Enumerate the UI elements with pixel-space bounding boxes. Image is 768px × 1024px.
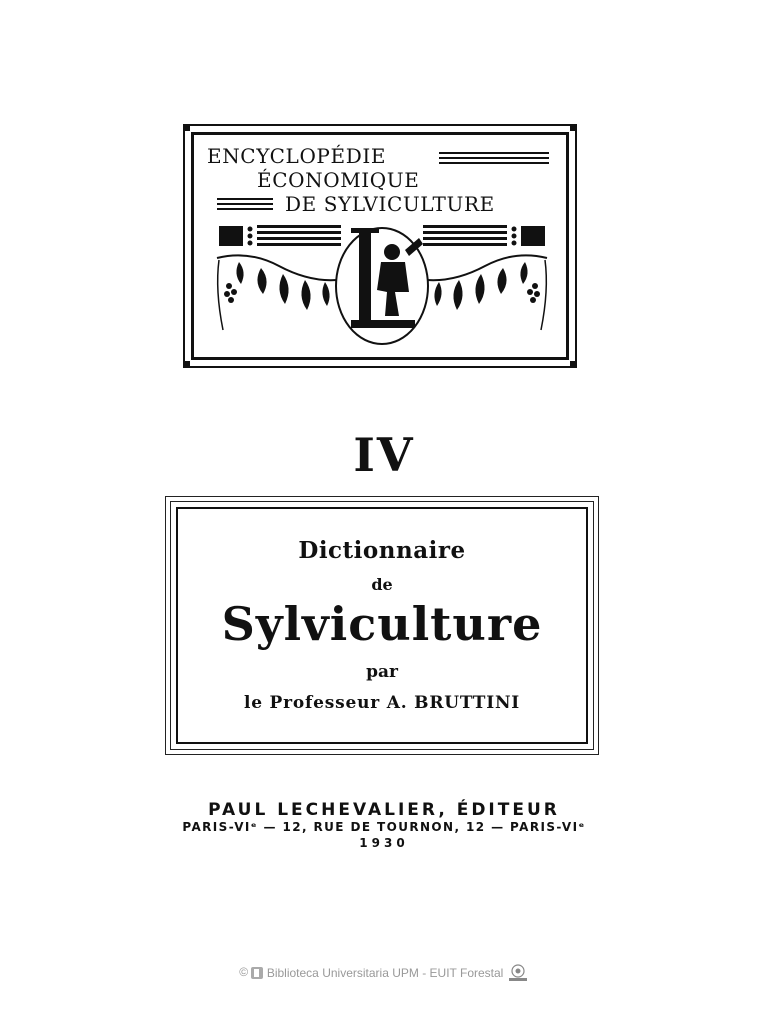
emblem-corner [183, 124, 190, 131]
publisher-name: PAUL LECHEVALIER, ÉDITEUR [208, 800, 560, 820]
monogram-emblem-art [209, 220, 555, 346]
title-line-1: Dictionnaire [298, 537, 466, 564]
book-title: Sylviculture [221, 597, 543, 651]
author-line: le Professeur A. BRUTTINI [243, 693, 521, 713]
title-frame [165, 496, 599, 755]
university-seal-icon [507, 964, 529, 982]
volume-number: IV [353, 428, 415, 482]
library-logo-icon [251, 967, 263, 979]
decorative-rules [217, 198, 273, 213]
title-line-par: par [366, 662, 398, 682]
emblem-corner [570, 124, 577, 131]
publication-year: 1930 [359, 836, 409, 850]
library-name: Biblioteca Universitaria UPM - EUIT Forestal [266, 966, 504, 980]
series-title-line-2: ÉCONOMIQUE [257, 168, 420, 192]
decorative-rules [439, 152, 549, 167]
library-watermark [0, 964, 768, 982]
emblem-corner [183, 361, 190, 368]
series-title-line-1: ENCYCLOPÉDIE [207, 144, 387, 168]
emblem-corner [570, 361, 577, 368]
series-title-line-3: DE SYLVICULTURE [285, 192, 495, 216]
publisher-address: PARIS-VIᵉ — 12, RUE DE TOURNON, 12 — PARIS-VIᵉ [182, 820, 586, 834]
title-line-2: de [371, 575, 393, 594]
copyright-symbol: © [239, 965, 249, 980]
publisher-emblem [183, 124, 577, 368]
